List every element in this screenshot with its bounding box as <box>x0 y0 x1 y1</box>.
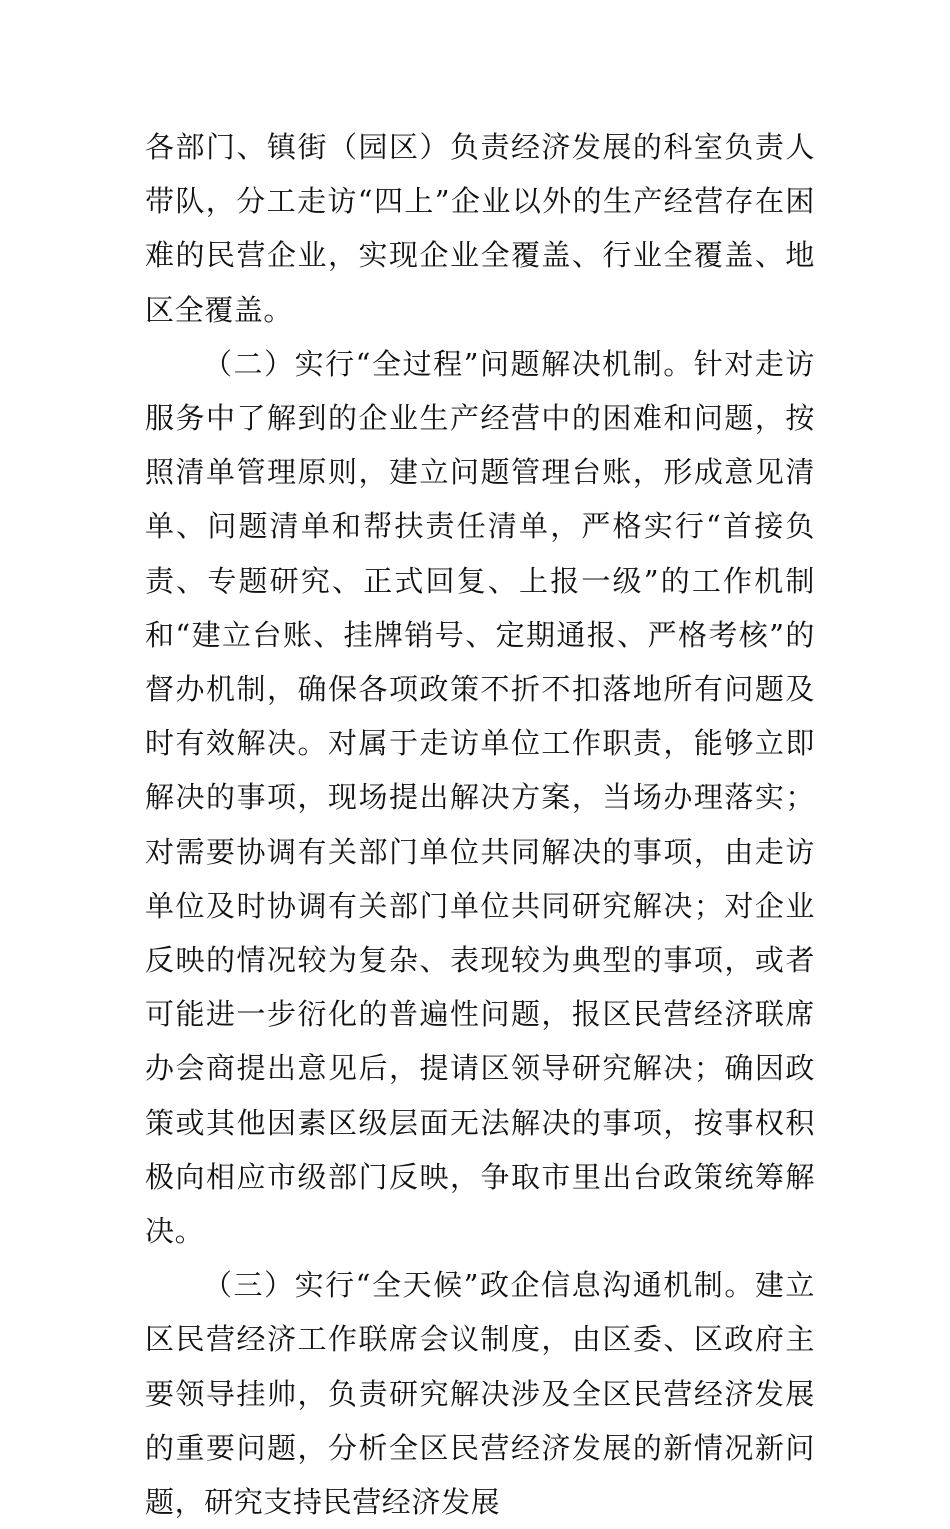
body-text <box>145 120 815 1529</box>
paragraph-section-2: （二）实行“全过程”问题解决机制。针对走访服务中了解到的企业生产经营中的困难和问题，按照清单管理原则，建立问题管理台账，形成意见清单、问题清单和帮扶责任清单，严格实行“首接负责、专题研究、正式回复、上报一级”的工作机制和“建立台账、挂牌销号、定期通报、严格考核”的督办机制，确保各项政策不折不扣落地所有问题及时有效解决。对属于走访单位工作职责，能够立即解决的事项，现场提出解决方案，当场办理落实；对需要协调有关部门单位共同解决的事项，由走访单位及时协调有关部门单位共同研究解决；对企业反映的情况较为复杂、表现较为典型的事项，或者可能进一步衍化的普遍性问题，报区民营经济联席办会商提出意见后，提请区领导研究解决；确因政策或其他因素区级层面无法解决的事项，按事权积极向相应市级部门反映，争取市里出台政策统筹解决。 <box>145 346 815 1249</box>
paragraph-section-3: （三）实行“全天候”政企信息沟通机制。建立区民营经济工作联席会议制度，由区委、区政府主要领导挂帅，负责研究解决涉及全区民营经济发展的重要问题，分析全区民营经济发展的新情况新问题，研究支持民营经济发展 <box>145 1268 815 1520</box>
paragraph-continuation: 各部门、镇街（园区）负责经济发展的科室负责人带队，分工走访“四上”企业以外的生产经营存在困难的民营企业，实现企业全覆盖、行业全覆盖、地区全覆盖。 <box>145 130 815 327</box>
